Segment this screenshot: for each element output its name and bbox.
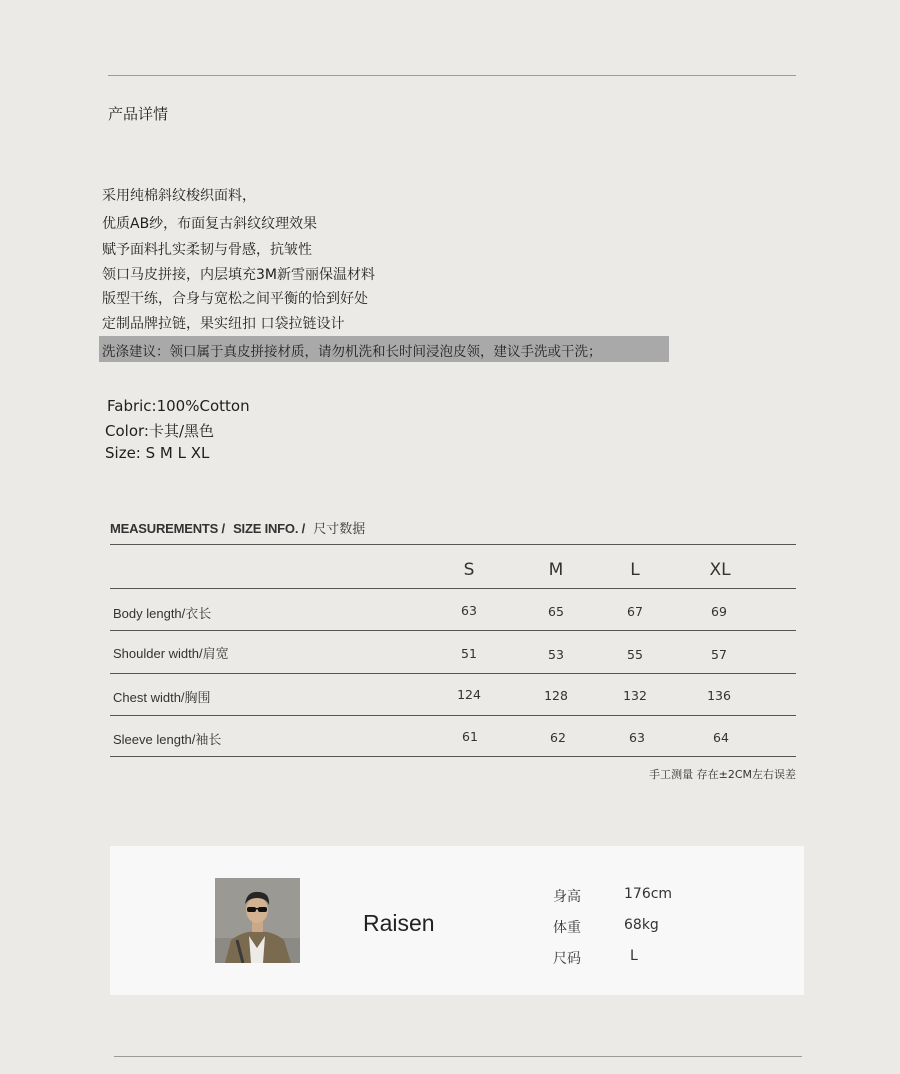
table-cell: 65: [548, 604, 564, 619]
table-cell: 63: [629, 730, 645, 745]
weight-value: 68kg: [624, 917, 659, 933]
description-line: 赋予面料扎实柔韧与骨感，抗皱性: [102, 242, 312, 258]
size-info-title: SIZE INFO. /: [233, 521, 306, 536]
model-name: Raisen: [363, 910, 435, 936]
table-top-rule: [110, 544, 796, 545]
table-row-divider: [110, 630, 796, 631]
table-cell: 62: [550, 730, 566, 745]
wash-instructions: 洗涤建议：领口属于真皮拼接材质，请勿机洗和长时间浸泡皮领，建议手洗或干洗；: [99, 336, 669, 362]
table-cell: 69: [711, 604, 727, 619]
row-label: Chest width/胸围: [113, 690, 211, 705]
table-row-divider: [110, 588, 796, 589]
size-column-header: L: [630, 560, 640, 580]
model-info-card: [110, 846, 804, 995]
fabric-spec: Fabric:100%Cotton: [107, 397, 250, 415]
table-row-divider: [110, 715, 796, 716]
size-column-header: XL: [709, 560, 731, 580]
description-line: 领口马皮拼接，内层填充3M新雪丽保温材料: [102, 267, 375, 283]
size-column-header: S: [463, 560, 475, 580]
measurements-header: [110, 518, 365, 537]
size-data-title-cn: 尺寸数据: [313, 522, 366, 537]
size-label: 尺码: [553, 951, 581, 967]
description-line: 采用纯棉斜纹梭织面料，: [102, 188, 256, 204]
row-label: Shoulder width/肩宽: [113, 646, 229, 661]
table-cell: 64: [713, 730, 729, 745]
measurement-note: 手工测量 存在±2CM左右误差: [649, 768, 796, 781]
row-label: Body length/衣长: [113, 606, 212, 621]
table-row-divider: [110, 673, 796, 674]
table-cell: 132: [623, 688, 647, 703]
table-cell: 124: [457, 687, 481, 702]
description-line: 定制品牌拉链，果实纽扣 口袋拉链设计: [102, 316, 345, 332]
row-label: Sleeve length/袖长: [113, 732, 222, 747]
size-value: L: [630, 948, 638, 964]
measurements-title: MEASUREMENTS /: [110, 521, 225, 536]
table-cell: 55: [627, 647, 643, 662]
table-bottom-rule: [110, 756, 796, 757]
top-divider: [108, 75, 796, 76]
height-label: 身高: [553, 889, 581, 905]
table-cell: 53: [548, 647, 564, 662]
section-title: 产品详情: [108, 105, 169, 123]
size-column-header: M: [548, 560, 564, 580]
table-cell: 61: [462, 729, 478, 744]
table-cell: 57: [711, 647, 727, 662]
table-cell: 136: [707, 688, 731, 703]
height-value: 176cm: [624, 886, 673, 902]
bottom-divider: [114, 1056, 802, 1057]
table-cell: 51: [461, 646, 477, 661]
description-line: 版型干练，合身与宽松之间平衡的恰到好处: [102, 291, 368, 307]
color-spec: Color:卡其/黑色: [105, 422, 215, 440]
size-spec: Size: S M L XL: [105, 444, 210, 462]
description-line: 优质AB纱，布面复古斜纹纹理效果: [102, 216, 318, 232]
table-cell: 128: [544, 688, 568, 703]
table-cell: 67: [627, 604, 643, 619]
model-photo-illustration: [215, 878, 300, 963]
model-photo: [215, 878, 300, 963]
table-cell: 63: [461, 603, 477, 618]
weight-label: 体重: [553, 920, 581, 936]
